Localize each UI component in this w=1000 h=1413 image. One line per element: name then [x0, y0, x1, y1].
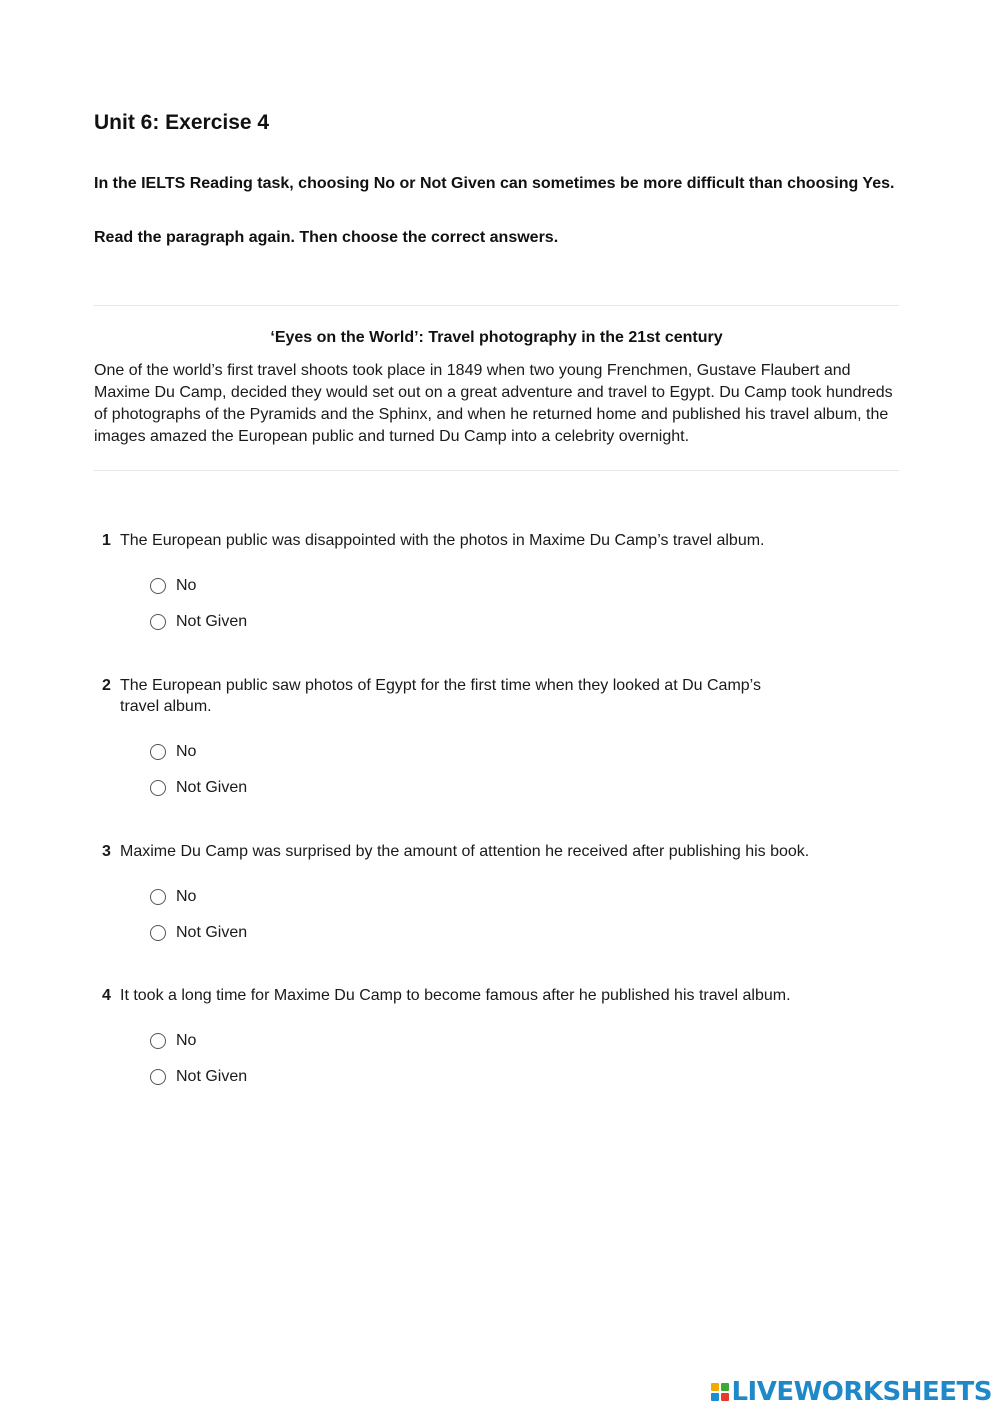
answer-options	[150, 575, 822, 633]
divider	[94, 305, 899, 306]
question-text: Maxime Du Camp was surprised by the amount of attention he received after publishing his book.	[120, 843, 810, 860]
question-3	[102, 841, 822, 958]
question-number: 1	[102, 532, 111, 549]
option-no[interactable]	[150, 1030, 822, 1052]
option-no[interactable]	[150, 886, 822, 908]
radio-button[interactable]	[150, 614, 166, 630]
liveworksheets-logo-icon	[711, 1383, 729, 1401]
radio-button[interactable]	[150, 1069, 166, 1085]
option-label: Not Given	[176, 779, 248, 796]
option-label: Not Given	[176, 1068, 248, 1085]
question-number: 2	[102, 677, 111, 694]
passage-body: One of the world’s first travel shoots took place in 1849 when two young Frenchmen, Gustave Flaubert and Maxime Du Camp, decided they would set out on a great adventure and travel to Egypt. Du Camp took hundreds of photographs of the Pyramids and the Sphinx, and when he returned home and published his travel album, the images amazed the European public and turned Du Camp into a celebrity overnight.	[94, 362, 893, 445]
option-no[interactable]	[150, 741, 822, 763]
option-label: Not Given	[176, 613, 248, 630]
option-label: Not Given	[176, 924, 248, 941]
question-number: 3	[102, 843, 111, 860]
option-label: No	[176, 888, 197, 905]
option-not-given[interactable]	[150, 611, 822, 633]
logo-text: LIVEWORKSHEETS	[731, 1377, 992, 1407]
question-number: 4	[102, 987, 111, 1004]
divider	[94, 470, 899, 471]
option-label: No	[176, 1032, 197, 1049]
radio-button[interactable]	[150, 744, 166, 760]
page-title: Unit 6: Exercise 4	[94, 111, 270, 134]
radio-button[interactable]	[150, 578, 166, 594]
radio-button[interactable]	[150, 925, 166, 941]
question-text: The European public saw photos of Egypt for the first time when they looked at Du Camp’s travel album.	[120, 677, 761, 715]
question-text: The European public was disappointed with the photos in Maxime Du Camp’s travel album.	[120, 532, 765, 549]
radio-button[interactable]	[150, 1033, 166, 1049]
option-label: No	[176, 577, 197, 594]
radio-button[interactable]	[150, 780, 166, 796]
option-no[interactable]	[150, 575, 822, 597]
question-1	[102, 530, 822, 647]
radio-button[interactable]	[150, 889, 166, 905]
answer-options	[150, 886, 822, 944]
question-text: It took a long time for Maxime Du Camp to become famous after he published his travel album.	[120, 987, 791, 1004]
question-2	[102, 675, 822, 813]
answer-options	[150, 1030, 822, 1088]
option-not-given[interactable]	[150, 777, 822, 799]
option-not-given[interactable]	[150, 922, 822, 944]
instruction-text: In the IELTS Reading task, choosing No or Not Given can sometimes be more difficult than choosing Yes.	[94, 175, 895, 192]
liveworksheets-logo[interactable]	[711, 1377, 992, 1407]
option-not-given[interactable]	[150, 1066, 822, 1088]
passage-title: ‘Eyes on the World’: Travel photography in the 21st century	[270, 329, 723, 346]
instruction-text: Read the paragraph again. Then choose the correct answers.	[94, 229, 559, 246]
option-label: No	[176, 743, 197, 760]
answer-options	[150, 741, 822, 799]
question-4	[102, 985, 822, 1102]
